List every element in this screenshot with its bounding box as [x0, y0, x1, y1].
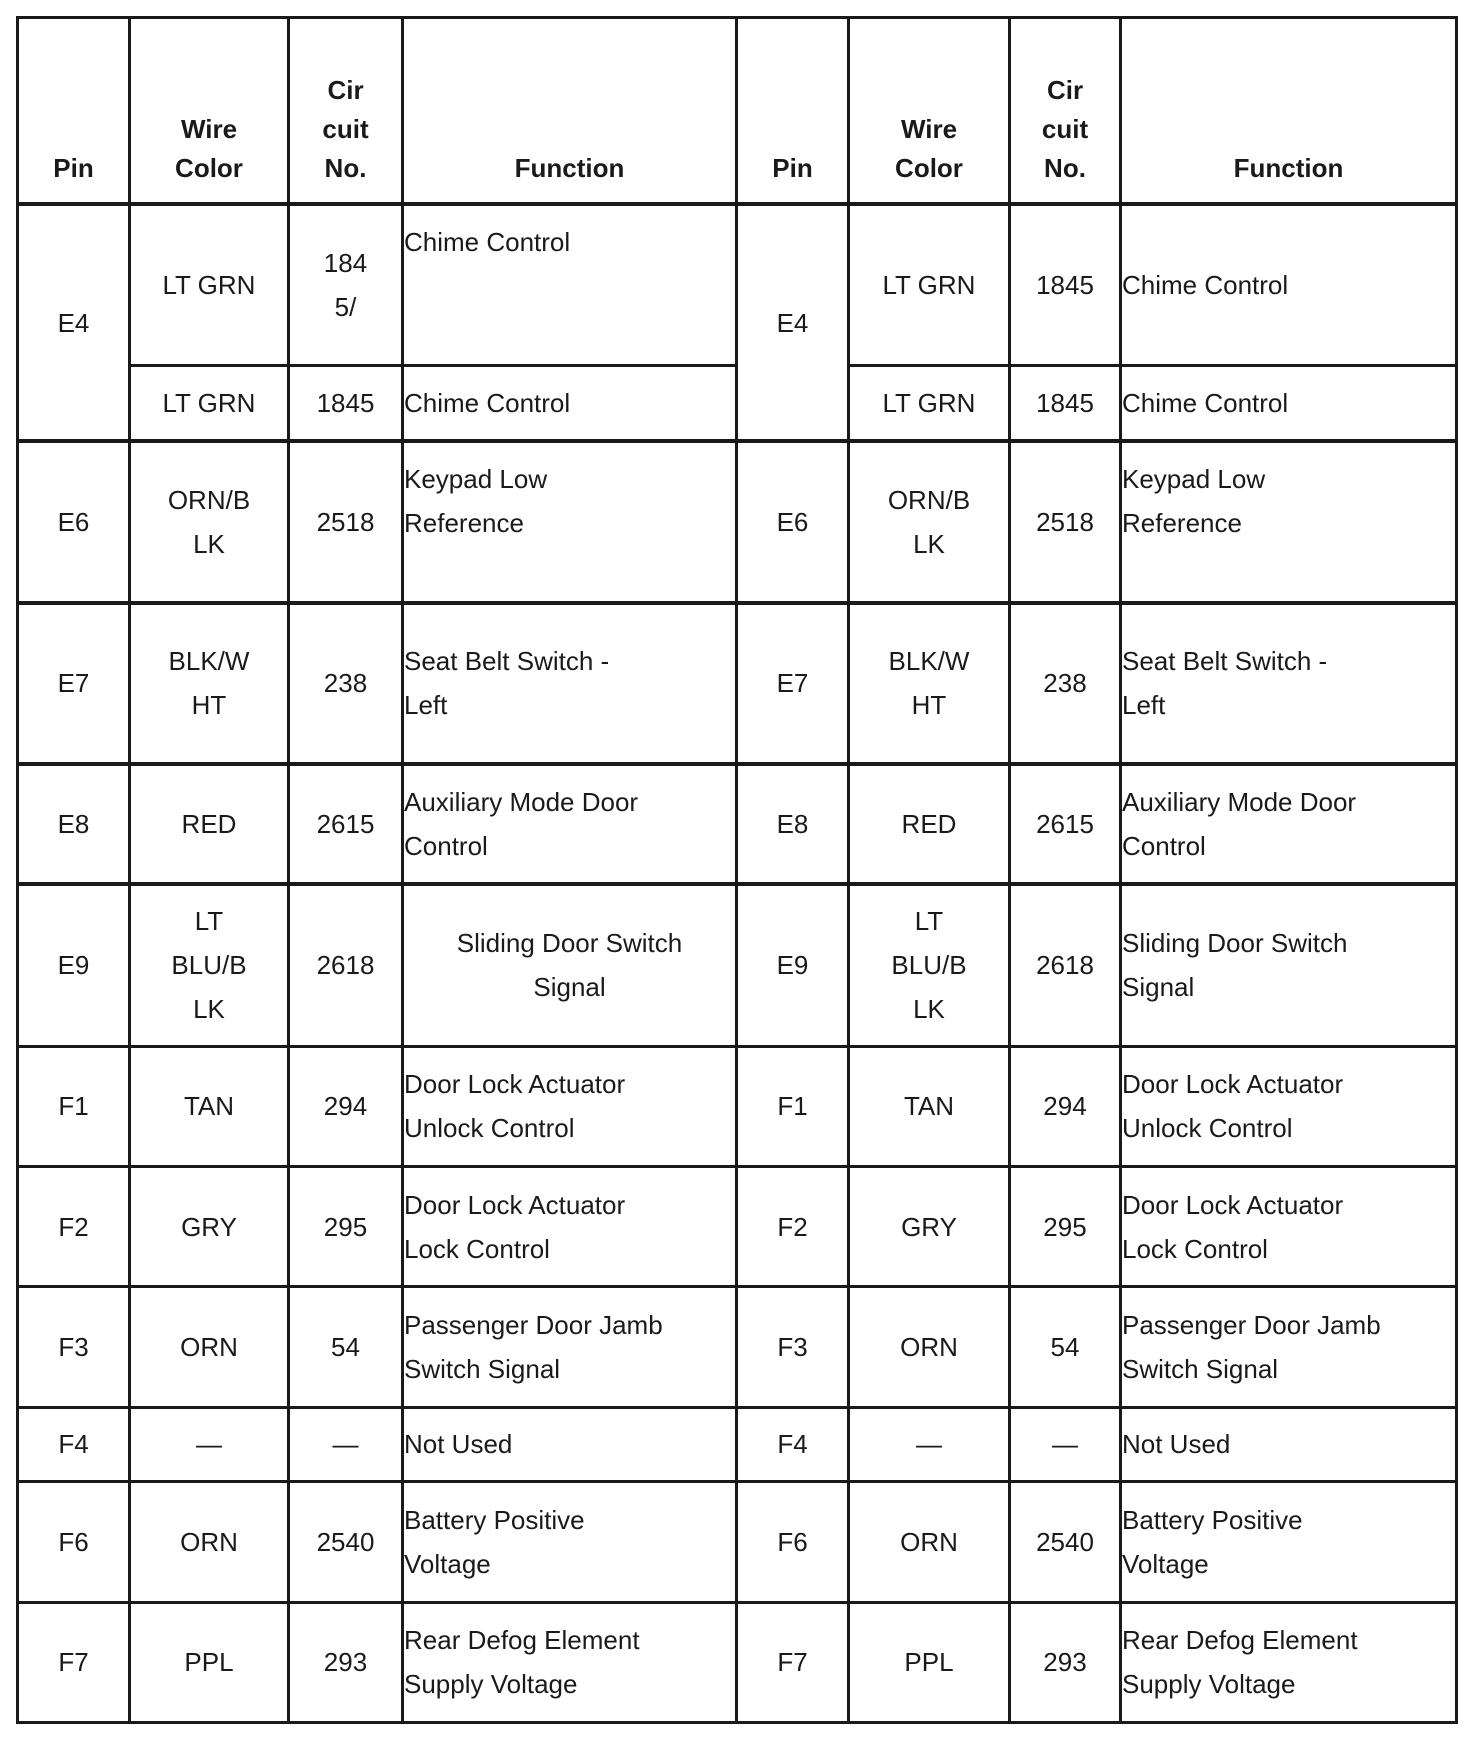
function-cell: Auxiliary Mode Door Control: [403, 764, 737, 883]
wire-color-cell: LT BLU/B LK: [130, 884, 289, 1047]
header-row: [18, 18, 1457, 205]
function-cell: Battery Positive Voltage: [403, 1482, 737, 1602]
function-cell: Not Used: [403, 1407, 737, 1481]
pin-cell: F3: [737, 1287, 849, 1407]
function-cell: Door Lock Actuator Lock Control: [1121, 1166, 1457, 1286]
circuit-cell: 238: [289, 603, 403, 765]
circuit-cell: —: [289, 1407, 403, 1481]
function-cell: Not Used: [1121, 1407, 1457, 1481]
wire-color-cell: ORN: [849, 1482, 1010, 1602]
pin-cell: F7: [737, 1602, 849, 1723]
function-cell: Seat Belt Switch - Left: [403, 603, 737, 765]
function-cell: Keypad Low Reference: [403, 441, 737, 603]
table-row: [18, 1602, 1457, 1723]
header-circuit-no: Cir cuit No.: [289, 18, 403, 205]
pin-cell: F2: [18, 1166, 130, 1286]
pin-cell: F4: [18, 1407, 130, 1481]
function-cell: Door Lock Actuator Lock Control: [403, 1166, 737, 1286]
function-cell: Door Lock Actuator Unlock Control: [1121, 1046, 1457, 1166]
wire-color-cell: ORN: [130, 1482, 289, 1602]
pin-cell: E9: [737, 884, 849, 1047]
header-function: Function: [1121, 18, 1457, 205]
header-pin: Pin: [737, 18, 849, 205]
table-row: [18, 1482, 1457, 1602]
wire-color-cell: RED: [849, 764, 1010, 883]
circuit-cell: 295: [1010, 1166, 1121, 1286]
pin-cell: F7: [18, 1602, 130, 1723]
pin-cell: E7: [737, 603, 849, 765]
table-row: [18, 884, 1457, 1047]
wire-color-cell: TAN: [130, 1046, 289, 1166]
wire-color-cell: ORN/B LK: [130, 441, 289, 603]
pin-cell: E4: [18, 204, 130, 441]
pin-cell: E8: [737, 764, 849, 883]
circuit-cell: 2618: [289, 884, 403, 1047]
table-row: [18, 1407, 1457, 1481]
circuit-cell: 2518: [1010, 441, 1121, 603]
circuit-cell: —: [1010, 1407, 1121, 1481]
function-cell: Passenger Door Jamb Switch Signal: [403, 1287, 737, 1407]
circuit-cell: 294: [289, 1046, 403, 1166]
function-cell: Passenger Door Jamb Switch Signal: [1121, 1287, 1457, 1407]
function-cell: Chime Control: [1121, 366, 1457, 441]
function-cell: Sliding Door Switch Signal: [403, 884, 737, 1047]
circuit-cell: 54: [1010, 1287, 1121, 1407]
wire-color-cell: GRY: [849, 1166, 1010, 1286]
table-row: [18, 603, 1457, 765]
table-row: [18, 1046, 1457, 1166]
wire-color-cell: RED: [130, 764, 289, 883]
pin-cell: F1: [18, 1046, 130, 1166]
table-row: [18, 1166, 1457, 1286]
pin-cell: F1: [737, 1046, 849, 1166]
wire-color-cell: PPL: [130, 1602, 289, 1723]
wire-color-cell: LT BLU/B LK: [849, 884, 1010, 1047]
wire-color-cell: LT GRN: [130, 204, 289, 366]
wire-color-cell: LT GRN: [130, 366, 289, 441]
wire-color-cell: GRY: [130, 1166, 289, 1286]
pin-cell: E8: [18, 764, 130, 883]
circuit-cell: 184 5/: [289, 204, 403, 366]
table-row: [18, 1287, 1457, 1407]
table-row: [18, 764, 1457, 883]
pin-cell: F2: [737, 1166, 849, 1286]
circuit-cell: 293: [1010, 1602, 1121, 1723]
circuit-cell: 54: [289, 1287, 403, 1407]
wire-color-cell: LT GRN: [849, 204, 1010, 366]
function-cell: Seat Belt Switch - Left: [1121, 603, 1457, 765]
pin-cell: F6: [18, 1482, 130, 1602]
function-cell: Chime Control: [1121, 204, 1457, 366]
wire-color-cell: ORN: [849, 1287, 1010, 1407]
function-cell: Chime Control: [403, 204, 737, 366]
circuit-cell: 1845: [289, 366, 403, 441]
pin-cell: F3: [18, 1287, 130, 1407]
function-cell: Door Lock Actuator Unlock Control: [403, 1046, 737, 1166]
circuit-cell: 2540: [289, 1482, 403, 1602]
circuit-cell: 238: [1010, 603, 1121, 765]
pin-cell: E7: [18, 603, 130, 765]
function-cell: Chime Control: [403, 366, 737, 441]
header-pin: Pin: [18, 18, 130, 205]
table-row: [18, 204, 1457, 366]
circuit-cell: 295: [289, 1166, 403, 1286]
header-circuit-no: Cir cuit No.: [1010, 18, 1121, 205]
header-wire-color: Wire Color: [130, 18, 289, 205]
wire-color-cell: —: [130, 1407, 289, 1481]
wire-color-cell: BLK/W HT: [130, 603, 289, 765]
circuit-cell: 2618: [1010, 884, 1121, 1047]
function-cell: Rear Defog Element Supply Voltage: [1121, 1602, 1457, 1723]
pinout-table: [16, 16, 1458, 1724]
function-cell: Battery Positive Voltage: [1121, 1482, 1457, 1602]
pin-cell: F6: [737, 1482, 849, 1602]
table-row: [18, 441, 1457, 603]
pin-cell: E6: [737, 441, 849, 603]
wire-color-cell: ORN/B LK: [849, 441, 1010, 603]
pin-cell: F4: [737, 1407, 849, 1481]
function-cell: Auxiliary Mode Door Control: [1121, 764, 1457, 883]
wire-color-cell: —: [849, 1407, 1010, 1481]
function-cell: Sliding Door Switch Signal: [1121, 884, 1457, 1047]
circuit-cell: 1845: [1010, 366, 1121, 441]
wire-color-cell: BLK/W HT: [849, 603, 1010, 765]
circuit-cell: 293: [289, 1602, 403, 1723]
circuit-cell: 294: [1010, 1046, 1121, 1166]
function-cell: Rear Defog Element Supply Voltage: [403, 1602, 737, 1723]
wire-color-cell: PPL: [849, 1602, 1010, 1723]
pin-cell: E9: [18, 884, 130, 1047]
circuit-cell: 2518: [289, 441, 403, 603]
circuit-cell: 2615: [1010, 764, 1121, 883]
function-cell: Keypad Low Reference: [1121, 441, 1457, 603]
wire-color-cell: LT GRN: [849, 366, 1010, 441]
circuit-cell: 2540: [1010, 1482, 1121, 1602]
header-function: Function: [403, 18, 737, 205]
circuit-cell: 1845: [1010, 204, 1121, 366]
circuit-cell: 2615: [289, 764, 403, 883]
pin-cell: E4: [737, 204, 849, 441]
header-wire-color: Wire Color: [849, 18, 1010, 205]
pin-cell: E6: [18, 441, 130, 603]
wire-color-cell: TAN: [849, 1046, 1010, 1166]
wire-color-cell: ORN: [130, 1287, 289, 1407]
